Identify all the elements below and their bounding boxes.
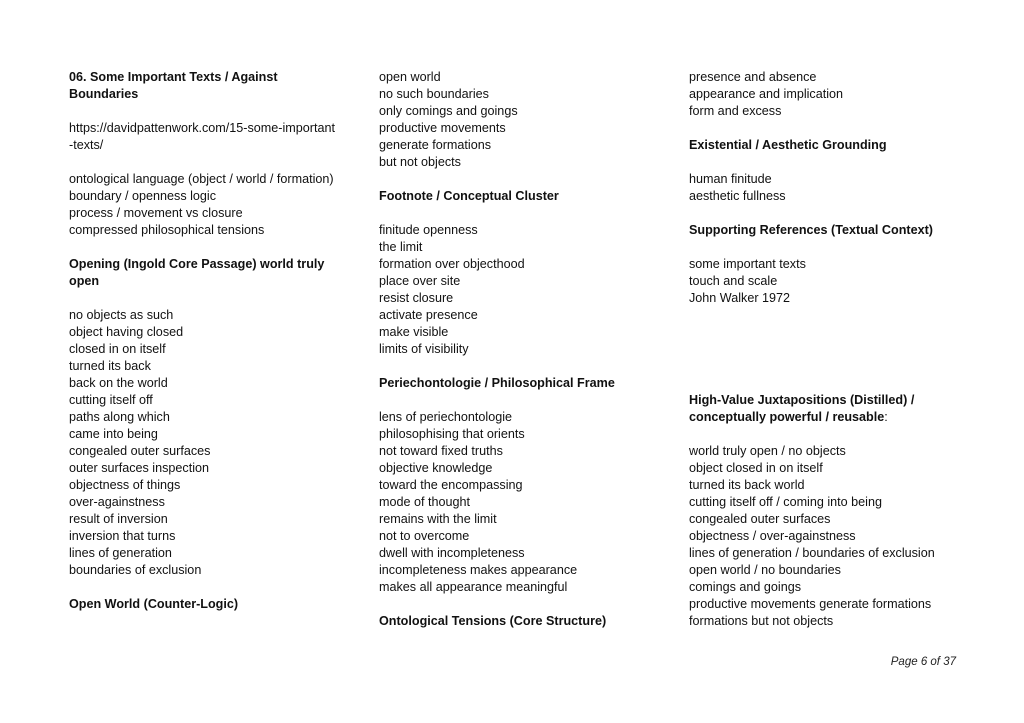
list-item: objective knowledge [379, 461, 493, 475]
column-3 [689, 69, 969, 630]
list-item: generate formations [379, 138, 492, 152]
list-item: productive movements generate formations [689, 597, 932, 611]
list-item: objectness / over-againstness [689, 529, 856, 543]
list-item: came into being [69, 427, 158, 441]
page-number: Page 6 of 37 [890, 656, 956, 668]
list-item: cutting itself off [69, 393, 153, 407]
list-item: congealed outer surfaces [689, 512, 831, 526]
list-item: but not objects [379, 155, 461, 169]
references-list [689, 256, 969, 307]
list-item: comings and goings [689, 580, 802, 594]
list-item: resist closure [379, 291, 454, 305]
list-item: the limit [379, 240, 423, 254]
list-item: presence and absence [689, 70, 817, 84]
heading-colon: : [884, 410, 888, 424]
grounding-list [689, 171, 969, 205]
list-item: lens of periechontologie [379, 410, 513, 424]
list-item: objectness of things [69, 478, 181, 492]
list-item: no such boundaries [379, 87, 489, 101]
list-item: closed in on itself [69, 342, 166, 356]
opening-list [69, 307, 339, 579]
list-item: activate presence [379, 308, 478, 322]
list-item: no objects as such [69, 308, 174, 322]
list-item: turned its back world [689, 478, 805, 492]
list-item: outer surfaces inspection [69, 461, 210, 475]
list-item: John Walker 1972 [689, 291, 791, 305]
list-item: process / movement vs closure [69, 206, 243, 220]
juxtapositions-heading: High-Value Juxtapositions (Distilled) / conceptually powerful / reusable [689, 393, 915, 424]
list-item: world truly open / no objects [689, 444, 846, 458]
list-item: boundaries of exclusion [69, 563, 202, 577]
list-item: place over site [379, 274, 461, 288]
list-item: back on the world [69, 376, 168, 390]
list-item: lines of generation / boundaries of exclusion [689, 546, 935, 560]
list-item: boundary / openness logic [69, 189, 217, 203]
list-item: some important texts [689, 257, 806, 271]
list-item: paths along which [69, 410, 170, 424]
list-item: object having closed [69, 325, 184, 339]
list-item: limits of visibility [379, 342, 469, 356]
section-heading: Existential / Aesthetic Grounding [689, 138, 887, 152]
list-item: mode of thought [379, 495, 471, 509]
list-item: formation over objecthood [379, 257, 525, 271]
section-heading: Ontological Tensions (Core Structure) [379, 614, 607, 628]
list-item: finitude openness [379, 223, 478, 237]
list-item: lines of generation [69, 546, 172, 560]
column-1 [69, 69, 339, 613]
list-item: incompleteness makes appearance [379, 563, 578, 577]
list-item: open world / no boundaries [689, 563, 841, 577]
list-item: not to overcome [379, 529, 470, 543]
column-2 [379, 69, 649, 630]
list-item: cutting itself off / coming into being [689, 495, 882, 509]
list-item: congealed outer surfaces [69, 444, 211, 458]
list-item: inversion that turns [69, 529, 176, 543]
footnote-list [379, 222, 649, 358]
list-item: result of inversion [69, 512, 168, 526]
list-item: over-againstness [69, 495, 165, 509]
list-item: touch and scale [689, 274, 778, 288]
list-item: human finitude [689, 172, 772, 186]
list-item: makes all appearance meaningful [379, 580, 568, 594]
list-item: only comings and goings [379, 104, 518, 118]
list-item: remains with the limit [379, 512, 497, 526]
list-item: object closed in on itself [689, 461, 823, 475]
list-item: turned its back [69, 359, 151, 373]
section-heading [689, 392, 969, 426]
list-item: aesthetic fullness [689, 189, 786, 203]
section-heading: 06. Some Important Texts / Against Boundaries [69, 70, 278, 101]
list-item: appearance and implication [689, 87, 844, 101]
list-item: not toward fixed truths [379, 444, 503, 458]
list-item: open world [379, 70, 441, 84]
tensions-list [689, 69, 969, 120]
list-item: ontological language (object / world / formation) [69, 172, 334, 186]
section-heading: Supporting References (Textual Context) [689, 223, 933, 237]
list-item: compressed philosophical tensions [69, 223, 265, 237]
list-item: productive movements [379, 121, 506, 135]
list-item: toward the encompassing [379, 478, 523, 492]
list-item: form and excess [689, 104, 782, 118]
list-item: dwell with incompleteness [379, 546, 525, 560]
intro-list [69, 171, 339, 239]
list-item: formations but not objects [689, 614, 834, 628]
periechontologie-list [379, 409, 649, 596]
section-heading: Footnote / Conceptual Cluster [379, 189, 559, 203]
list-item: make visible [379, 325, 449, 339]
list-item: philosophising that orients [379, 427, 525, 441]
source-url: https://davidpattenwork.com/15-some-important-texts/ [69, 121, 335, 152]
section-heading: Open World (Counter-Logic) [69, 597, 239, 611]
juxtapositions-list [689, 443, 969, 630]
section-heading: Opening (Ingold Core Passage) world truly open [69, 257, 325, 288]
section-heading: Periechontologie / Philosophical Frame [379, 376, 615, 390]
open-world-list [379, 69, 649, 171]
